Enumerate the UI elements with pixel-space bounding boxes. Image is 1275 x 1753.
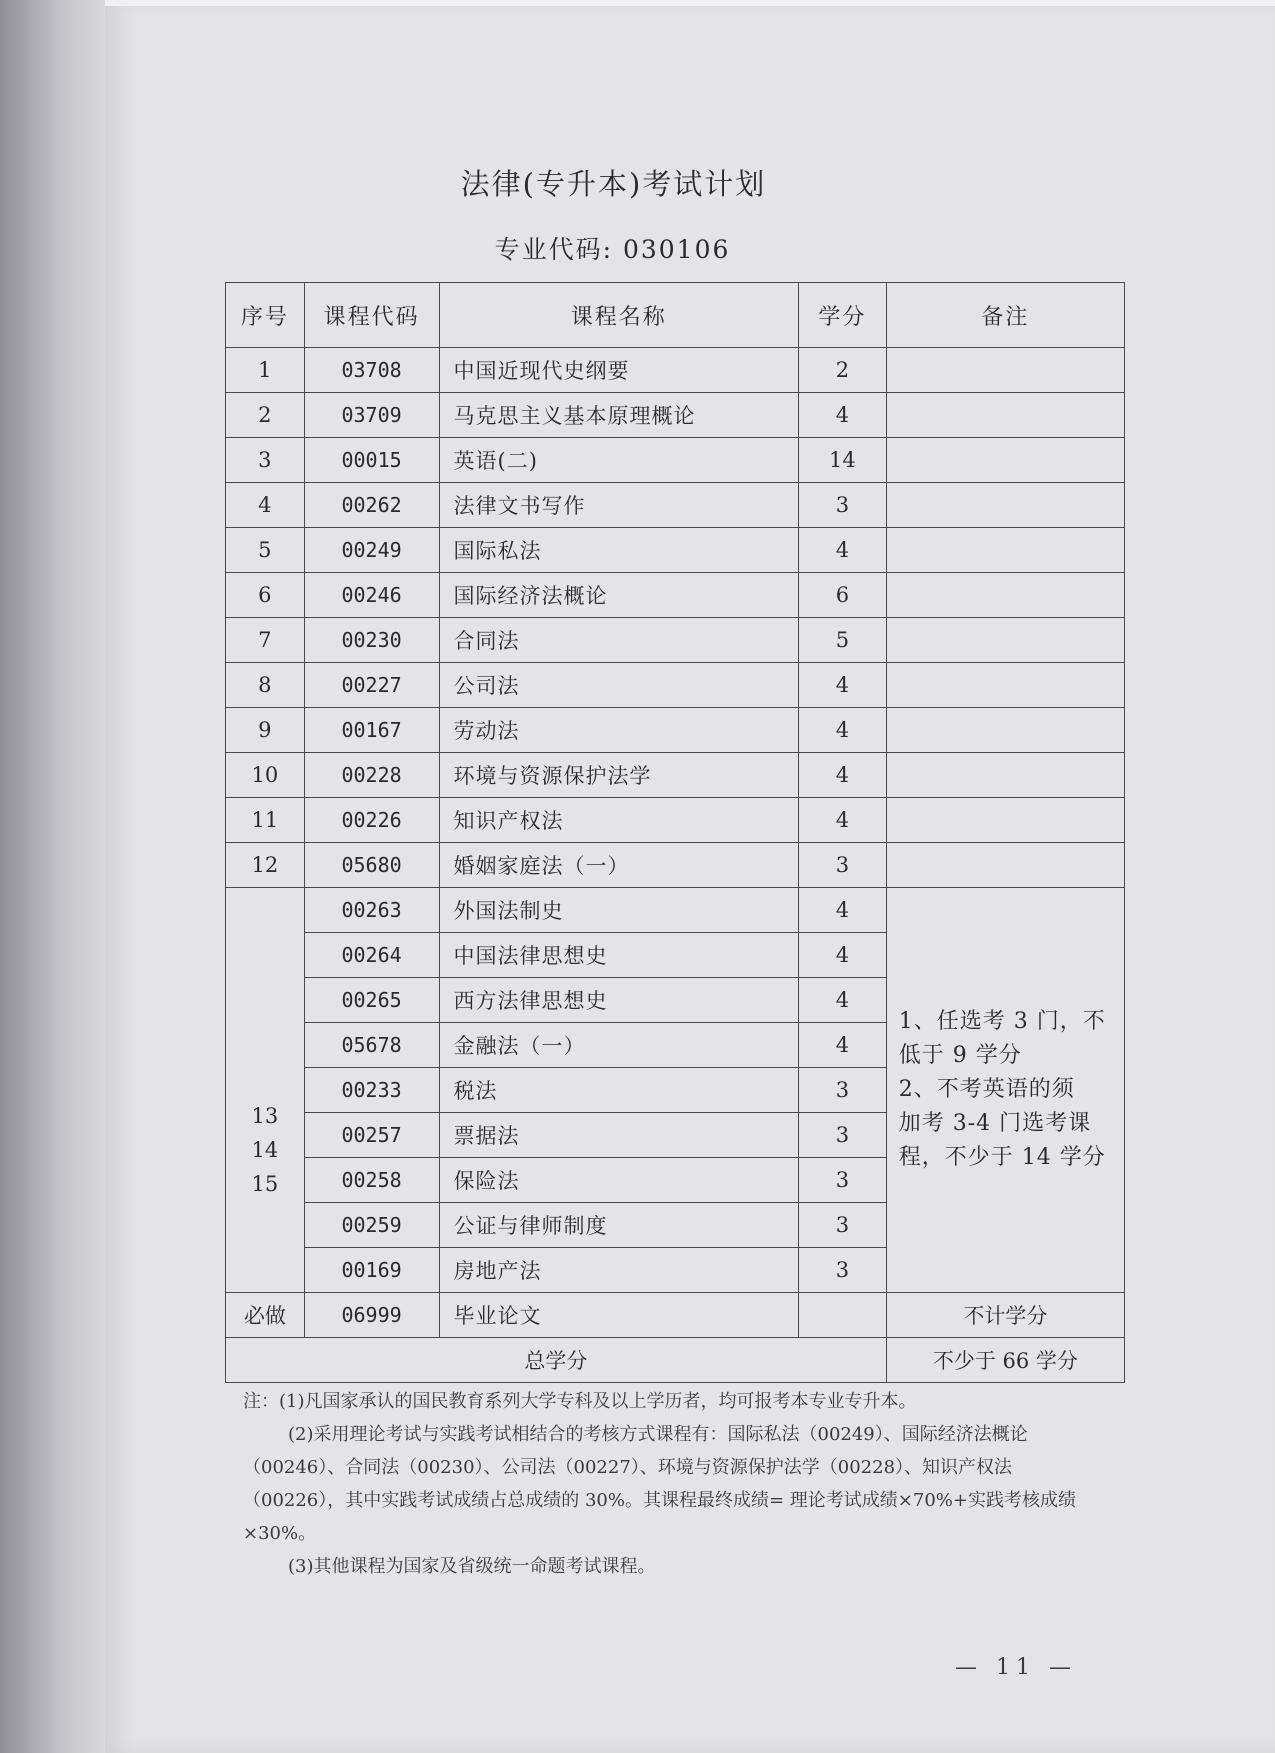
elective-name: 西方法律思想史 (439, 978, 799, 1023)
thesis-remark: 不计学分 (886, 1293, 1124, 1338)
elective-credits: 3 (799, 1248, 887, 1293)
row-remark (886, 528, 1124, 573)
row-name: 婚姻家庭法（一） (439, 843, 799, 888)
elective-seq-number: 14 (251, 1138, 279, 1162)
elective-code: 00233 (304, 1068, 439, 1113)
elective-credits: 4 (799, 978, 887, 1023)
row-code: 05680 (304, 843, 439, 888)
row-credits: 14 (799, 438, 887, 483)
elective-name: 金融法（一） (439, 1023, 799, 1068)
elective-name: 保险法 (439, 1158, 799, 1203)
row-remark (886, 393, 1124, 438)
row-seq: 5 (226, 528, 305, 573)
elective-remark-line: 程，不少于 14 学分 (898, 1145, 1106, 1170)
elective-code: 00259 (304, 1203, 439, 1248)
elective-code: 05678 (304, 1023, 439, 1068)
row-name: 马克思主义基本原理概论 (439, 393, 799, 438)
row-remark (886, 798, 1124, 843)
row-credits: 6 (799, 573, 887, 618)
row-seq: 12 (226, 843, 305, 888)
row-name: 中国近现代史纲要 (439, 348, 799, 393)
row-seq: 6 (226, 573, 305, 618)
row-credits: 2 (799, 348, 887, 393)
row-credits: 4 (799, 528, 887, 573)
table-row (226, 663, 1125, 708)
row-name: 法律文书写作 (439, 483, 799, 528)
row-code: 00167 (304, 708, 439, 753)
header-remarks: 备注 (886, 283, 1124, 348)
footnote-2: (2)采用理论考试与实践考试相结合的考核方式课程有：国际私法（00249）、国际经济法概论（00246）、合同法（00230）、公司法（00227）、环境与资源保护法学（00228）、知识产权法（00226），其中实践考试成绩占总成绩的 30%。其课程最终成绩= 理论考试成绩×70%+实践考核成绩×30%。 (243, 1424, 1076, 1544)
elective-seq-number: 13 (251, 1104, 279, 1128)
thesis-seq: 必做 (226, 1293, 305, 1338)
row-remark (886, 438, 1124, 483)
row-remark (886, 573, 1124, 618)
row-remark (886, 843, 1124, 888)
table-row (226, 843, 1125, 888)
table-row (226, 573, 1125, 618)
row-code: 00228 (304, 753, 439, 798)
page-top-edge (105, 0, 1275, 6)
row-credits: 4 (799, 663, 887, 708)
elective-remark-line: 2、不考英语的须 (898, 1077, 1075, 1102)
row-name: 知识产权法 (439, 798, 799, 843)
document-title: 法律(专升本)考试计划 (460, 167, 767, 201)
row-remark (886, 663, 1124, 708)
table-body (226, 348, 1125, 1383)
major-code: 专业代码: 030106 (494, 235, 731, 264)
table-row (226, 618, 1125, 663)
footnotes (243, 1385, 1103, 1583)
row-name: 劳动法 (439, 708, 799, 753)
row-name: 国际经济法概论 (439, 573, 799, 618)
row-credits: 4 (799, 393, 887, 438)
thesis-code: 06999 (304, 1293, 439, 1338)
row-code: 00249 (304, 528, 439, 573)
row-seq: 11 (226, 798, 305, 843)
elective-code: 00263 (304, 888, 439, 933)
row-code: 00226 (304, 798, 439, 843)
row-remark (886, 618, 1124, 663)
row-seq: 10 (226, 753, 305, 798)
elective-credits: 3 (799, 1158, 887, 1203)
header-credits: 学分 (799, 283, 887, 348)
total-value: 不少于 66 学分 (886, 1338, 1124, 1383)
row-name: 公司法 (439, 663, 799, 708)
row-credits: 5 (799, 618, 887, 663)
table-row (226, 798, 1125, 843)
elective-seq-cell (226, 888, 305, 1293)
row-remark (886, 753, 1124, 798)
row-credits: 3 (799, 843, 887, 888)
elective-name: 中国法律思想史 (439, 933, 799, 978)
row-seq: 7 (226, 618, 305, 663)
row-code: 03709 (304, 393, 439, 438)
thesis-row (226, 1293, 1125, 1338)
elective-credits: 4 (799, 933, 887, 978)
row-name: 国际私法 (439, 528, 799, 573)
row-code: 03708 (304, 348, 439, 393)
exam-plan-table (225, 282, 1125, 1383)
header-code: 课程代码 (304, 283, 439, 348)
row-code: 00230 (304, 618, 439, 663)
row-name: 英语(二) (439, 438, 799, 483)
thesis-credits (799, 1293, 887, 1338)
elective-code: 00169 (304, 1248, 439, 1293)
footnote-3: (3)其他课程为国家及省级统一命题考试课程。 (288, 1556, 656, 1577)
row-credits: 4 (799, 798, 887, 843)
elective-code: 00258 (304, 1158, 439, 1203)
elective-remark-line: 1、任选考 3 门，不 (898, 1009, 1106, 1034)
elective-seq-number: 15 (251, 1172, 279, 1196)
table-row (226, 348, 1125, 393)
elective-name: 票据法 (439, 1113, 799, 1158)
total-row (226, 1338, 1125, 1383)
row-seq: 1 (226, 348, 305, 393)
table-row (226, 438, 1125, 483)
row-seq: 4 (226, 483, 305, 528)
elective-code: 00264 (304, 933, 439, 978)
header-seq: 序号 (226, 283, 305, 348)
row-code: 00262 (304, 483, 439, 528)
row-code: 00015 (304, 438, 439, 483)
row-seq: 9 (226, 708, 305, 753)
table-row (226, 753, 1125, 798)
row-seq: 3 (226, 438, 305, 483)
row-remark (886, 483, 1124, 528)
table-row (226, 393, 1125, 438)
row-credits: 4 (799, 753, 887, 798)
table-header-row (226, 283, 1125, 348)
elective-credits: 3 (799, 1203, 887, 1248)
row-seq: 8 (226, 663, 305, 708)
elective-remark-line: 加考 3-4 门选考课 (898, 1111, 1092, 1136)
elective-code: 00257 (304, 1113, 439, 1158)
elective-row (226, 888, 1125, 933)
table-row (226, 708, 1125, 753)
table-row (226, 528, 1125, 573)
row-remark (886, 708, 1124, 753)
elective-name: 公证与律师制度 (439, 1203, 799, 1248)
elective-name: 税法 (439, 1068, 799, 1113)
row-name: 合同法 (439, 618, 799, 663)
elective-credits: 3 (799, 1068, 887, 1113)
table-row (226, 483, 1125, 528)
row-credits: 4 (799, 708, 887, 753)
elective-name: 外国法制史 (439, 888, 799, 933)
elective-remark-cell (886, 888, 1124, 1293)
elective-code: 00265 (304, 978, 439, 1023)
elective-credits: 4 (799, 1023, 887, 1068)
elective-credits: 4 (799, 888, 887, 933)
elective-credits: 3 (799, 1113, 887, 1158)
row-remark (886, 348, 1124, 393)
thesis-name: 毕业论文 (439, 1293, 799, 1338)
elective-remark-line: 低于 9 学分 (898, 1043, 1022, 1068)
row-code: 00246 (304, 573, 439, 618)
row-credits: 3 (799, 483, 887, 528)
page-number: — 11 — (955, 1655, 1077, 1680)
row-code: 00227 (304, 663, 439, 708)
row-name: 环境与资源保护法学 (439, 753, 799, 798)
row-seq: 2 (226, 393, 305, 438)
total-label: 总学分 (226, 1338, 887, 1383)
elective-name: 房地产法 (439, 1248, 799, 1293)
header-name: 课程名称 (439, 283, 799, 348)
footnote-1: 注：(1)凡国家承认的国民教育系列大学专科及以上学历者，均可报考本专业专升本。 (243, 1391, 917, 1412)
